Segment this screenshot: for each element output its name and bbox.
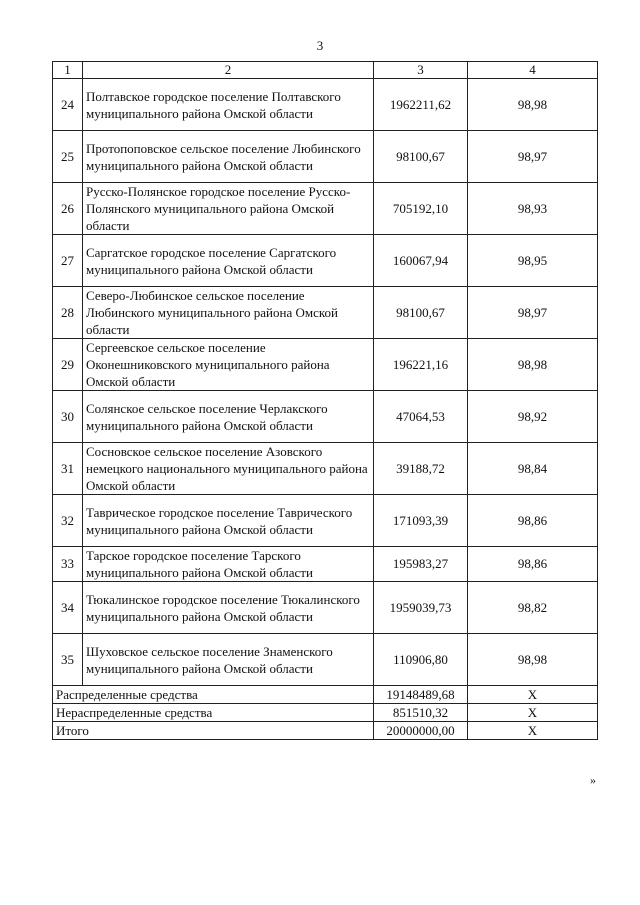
row-number: 34 bbox=[53, 582, 83, 634]
settlement-name: Северо-Любинское сельское поселение Любинского муниципального района Омской области bbox=[83, 287, 374, 339]
amount: 98100,67 bbox=[374, 131, 468, 183]
settlement-name: Сергеевское сельское поселение Оконешниковского муниципального района Омской области bbox=[83, 339, 374, 391]
row-number: 26 bbox=[53, 183, 83, 235]
percent: 98,97 bbox=[468, 287, 598, 339]
total-amount: 20000000,00 bbox=[374, 722, 468, 740]
amount: 98100,67 bbox=[374, 287, 468, 339]
settlement-name: Тюкалинское городское поселение Тюкалинского муниципального района Омской области bbox=[83, 582, 374, 634]
row-number: 32 bbox=[53, 495, 83, 547]
row-number: 24 bbox=[53, 79, 83, 131]
amount: 1959039,73 bbox=[374, 582, 468, 634]
row-number: 28 bbox=[53, 287, 83, 339]
row-number: 25 bbox=[53, 131, 83, 183]
amount: 47064,53 bbox=[374, 391, 468, 443]
total-row bbox=[53, 686, 598, 704]
amount: 195983,27 bbox=[374, 547, 468, 582]
amount: 705192,10 bbox=[374, 183, 468, 235]
percent: 98,86 bbox=[468, 547, 598, 582]
settlement-name: Солянское сельское поселение Черлакского муниципального района Омской области bbox=[83, 391, 374, 443]
closing-quote: » bbox=[590, 773, 596, 787]
header-row bbox=[53, 62, 598, 79]
amount: 1962211,62 bbox=[374, 79, 468, 131]
header-cell-4: 4 bbox=[468, 62, 598, 79]
totals-section bbox=[53, 686, 598, 740]
header-cell-1: 1 bbox=[53, 62, 83, 79]
table-row bbox=[53, 79, 598, 131]
percent: 98,86 bbox=[468, 495, 598, 547]
percent: 98,95 bbox=[468, 235, 598, 287]
percent: 98,82 bbox=[468, 582, 598, 634]
page-number: 3 bbox=[316, 38, 324, 53]
header-cell-3: 3 bbox=[374, 62, 468, 79]
table-row bbox=[53, 495, 598, 547]
table-row bbox=[53, 183, 598, 235]
header-cell-2: 2 bbox=[83, 62, 374, 79]
amount: 171093,39 bbox=[374, 495, 468, 547]
total-row bbox=[53, 704, 598, 722]
table-row bbox=[53, 287, 598, 339]
table-row bbox=[53, 547, 598, 582]
settlement-name: Саргатское городское поселение Саргатского муниципального района Омской области bbox=[83, 235, 374, 287]
total-label: Итого bbox=[53, 722, 374, 740]
amount: 160067,94 bbox=[374, 235, 468, 287]
row-number: 31 bbox=[53, 443, 83, 495]
row-number: 33 bbox=[53, 547, 83, 582]
table-row bbox=[53, 634, 598, 686]
allocation-table bbox=[52, 61, 598, 740]
row-number: 35 bbox=[53, 634, 83, 686]
total-amount: 19148489,68 bbox=[374, 686, 468, 704]
percent: 98,98 bbox=[468, 79, 598, 131]
total-row bbox=[53, 722, 598, 740]
percent: 98,98 bbox=[468, 339, 598, 391]
total-percent: X bbox=[468, 722, 598, 740]
settlement-name: Сосновское сельское поселение Азовского немецкого национального муниципального района Омской области bbox=[83, 443, 374, 495]
percent: 98,93 bbox=[468, 183, 598, 235]
settlement-name: Шуховское сельское поселение Знаменского муниципального района Омской области bbox=[83, 634, 374, 686]
percent: 98,97 bbox=[468, 131, 598, 183]
table-row bbox=[53, 235, 598, 287]
total-label: Нераспределенные средства bbox=[53, 704, 374, 722]
amount: 39188,72 bbox=[374, 443, 468, 495]
settlement-name: Протопоповское сельское поселение Любинского муниципального района Омской области bbox=[83, 131, 374, 183]
row-number: 30 bbox=[53, 391, 83, 443]
table-row bbox=[53, 131, 598, 183]
percent: 98,98 bbox=[468, 634, 598, 686]
amount: 196221,16 bbox=[374, 339, 468, 391]
total-percent: X bbox=[468, 704, 598, 722]
row-number: 27 bbox=[53, 235, 83, 287]
percent: 98,84 bbox=[468, 443, 598, 495]
table-row bbox=[53, 339, 598, 391]
settlement-name: Тарское городское поселение Тарского муниципального района Омской области bbox=[83, 547, 374, 582]
settlement-name: Полтавское городское поселение Полтавского муниципального района Омской области bbox=[83, 79, 374, 131]
table-body bbox=[53, 79, 598, 686]
total-percent: X bbox=[468, 686, 598, 704]
table-row bbox=[53, 582, 598, 634]
table-row bbox=[53, 443, 598, 495]
table-row bbox=[53, 391, 598, 443]
row-number: 29 bbox=[53, 339, 83, 391]
percent: 98,92 bbox=[468, 391, 598, 443]
settlement-name: Таврическое городское поселение Таврического муниципального района Омской области bbox=[83, 495, 374, 547]
amount: 110906,80 bbox=[374, 634, 468, 686]
total-label: Распределенные средства bbox=[53, 686, 374, 704]
total-amount: 851510,32 bbox=[374, 704, 468, 722]
settlement-name: Русско-Полянское городское поселение Русско-Полянского муниципального района Омской области bbox=[83, 183, 374, 235]
